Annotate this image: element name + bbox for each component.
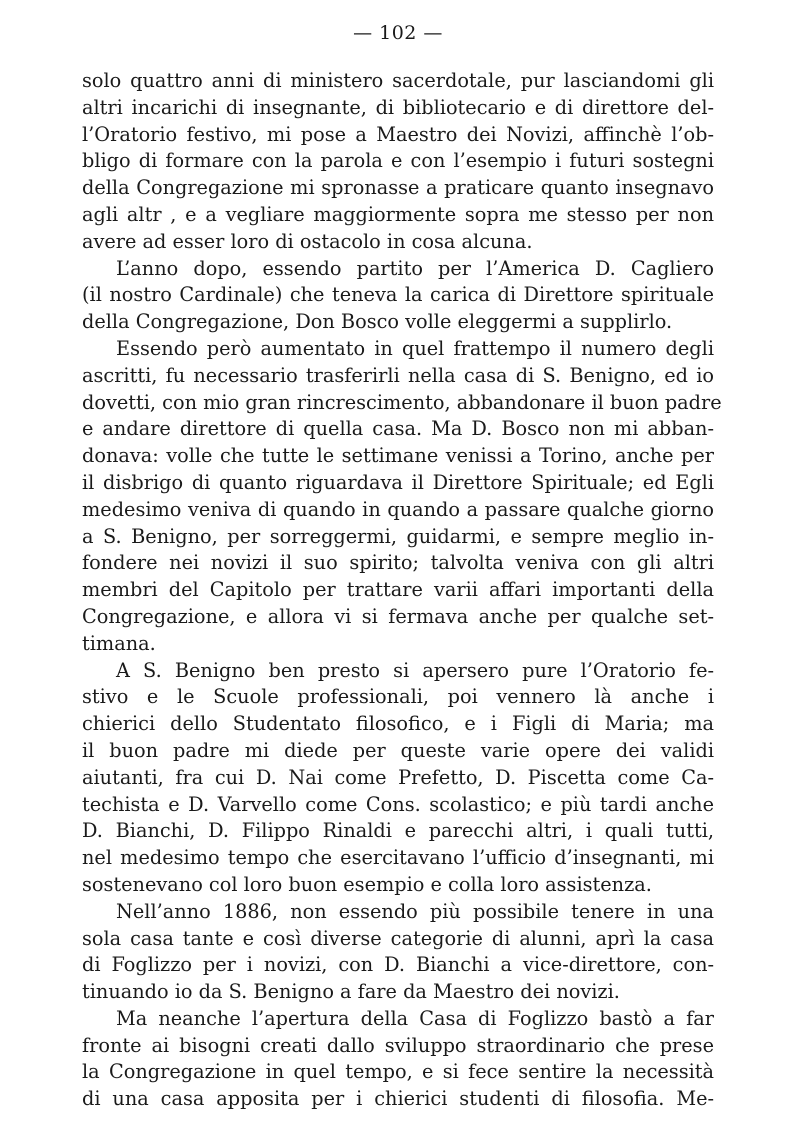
text-line: sola casa tante e così diverse categorie di alunni, aprì la casa (82, 926, 714, 950)
text-line: membri del Capitolo per trattare varii affari importanti della (82, 578, 714, 602)
text-line: Essendo però aumentato in quel frattempo il numero degli (116, 336, 714, 360)
text-line: solo quattro anni di ministero sacerdotale, pur lasciandomi gli (82, 69, 714, 92)
text-line: altri incarichi di insegnante, di bibliotecario e di direttore del- (82, 95, 714, 119)
text-line: Ma neanche l’apertura della Casa di Foglizzo bastò a far (116, 1006, 714, 1030)
text-line: timana. (82, 631, 156, 655)
text-line: della Congregazione mi spronasse a praticare quanto insegnavo (82, 176, 714, 200)
text-line: nel medesimo tempo che esercitavano l’ufficio d’insegnanti, mi (82, 846, 714, 870)
text-line: la Congregazione in quel tempo, e si fece sentire la necessità (82, 1060, 714, 1084)
text-line: (il nostro Cardinale) che teneva la carica di Direttore spirituale (82, 283, 714, 307)
text-line: medesimo veniva di quando in quando a passare qualche giorno (82, 497, 714, 521)
page-number: — 102 — (353, 22, 443, 44)
text-line: L’anno dopo, essendo partito per l’America D. Cagliero (116, 256, 714, 280)
text-line: techista e D. Varvello come Cons. scolastico; e più tardi anche (82, 792, 714, 816)
text-line: sostenevano col loro buon esempio e colla loro assistenza. (82, 872, 652, 896)
text-line: l’Oratorio festivo, mi pose a Maestro dei Novizi, affinchè l’ob- (82, 122, 714, 146)
text-line: D. Bianchi, D. Filippo Rinaldi e parecchi altri, i quali tutti, (82, 819, 714, 843)
text-line: della Congregazione, Don Bosco volle eleggermi a supplirlo. (82, 310, 673, 334)
text-line: aiutanti, fra cui D. Nai come Prefetto, D. Piscetta come Ca- (82, 765, 714, 789)
text-line: fronte ai bisogni creati dallo sviluppo straordinario che prese (82, 1033, 714, 1057)
text-line: il buon padre mi diede per queste varie opere dei validi (82, 738, 714, 762)
text-line: donava: volle che tutte le settimane venissi a Torino, anche per (82, 444, 714, 468)
text-line: di una casa apposita per i chierici studenti di filosofia. Me- (82, 1087, 714, 1111)
text-line: fondere nei novizi il suo spirito; talvolta veniva con gli altri (82, 551, 714, 575)
text-line: Nell’anno 1886, non essendo più possibile tenere in una (116, 899, 714, 923)
text-line: e andare direttore di quella casa. Ma D. Bosco non mi abban- (82, 417, 714, 441)
document-page (82, 0, 722, 1123)
text-line: A S. Benigno ben presto si apersero pure l’Oratorio fe- (116, 658, 714, 682)
text-line: di Foglizzo per i novizi, con D. Bianchi a vice-direttore, con- (82, 953, 714, 977)
text-line: avere ad esser loro di ostacolo in cosa alcuna. (82, 229, 533, 253)
body-text (82, 68, 722, 1113)
text-line: tinuando io da S. Benigno a fare da Maestro dei novizi. (82, 980, 620, 1004)
text-line: dovetti, con mio gran rincrescimento, abbandonare il buon padre (82, 390, 722, 414)
text-line: Congregazione, e allora vi si fermava anche per qualche set- (82, 604, 714, 628)
text-line: il disbrigo di quanto riguardava il Direttore Spirituale; ed Egli (82, 470, 714, 494)
text-line: bligo di formare con la parola e con l’esempio i futuri sostegni (82, 149, 714, 173)
text-line: stivo e le Scuole professionali, poi vennero là anche i (82, 685, 714, 709)
text-line: a S. Benigno, per sorreggermi, guidarmi, e sempre meglio in- (82, 524, 714, 548)
text-line: chierici dello Studentato filosofico, e i Figli di Maria; ma (82, 712, 714, 736)
text-line: ascritti, fu necessario trasferirli nella casa di S. Benigno, ed io (82, 363, 714, 387)
text-line: agli altr , e a vegliare maggiormente sopra me stesso per non (82, 202, 714, 226)
